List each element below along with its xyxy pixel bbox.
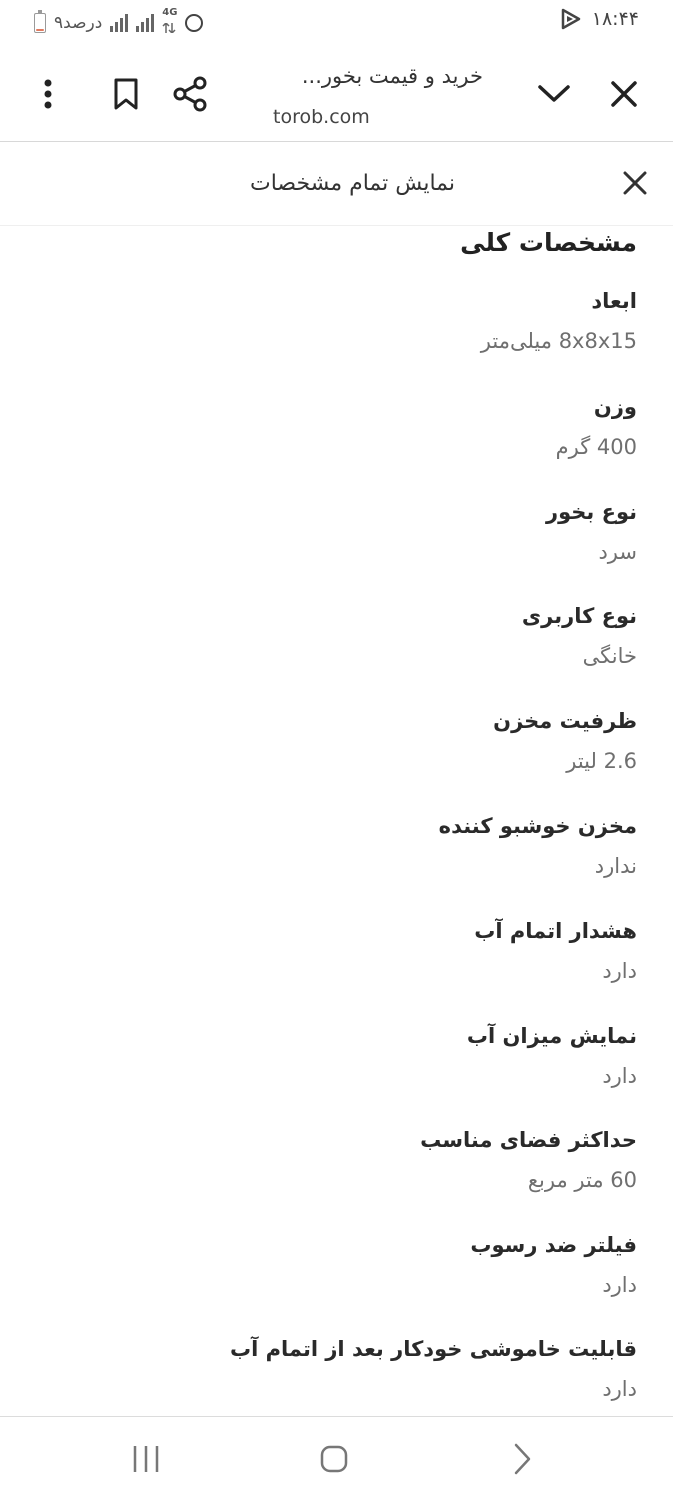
back-icon[interactable] [500,1437,544,1481]
spec-label: حداکثر فضای مناسب [420,1128,637,1152]
spec-label: نوع بخور [546,500,637,524]
alarm-icon [185,14,203,32]
recents-icon[interactable] [124,1437,168,1481]
spec-item [17,392,637,462]
spec-item [17,1021,637,1091]
specs-panel-header [0,143,673,226]
spec-value: دارد [602,1273,637,1297]
spec-item [17,1334,637,1404]
spec-label: فیلتر ضد رسوب [470,1233,637,1257]
spec-label: ظرفیت مخزن [493,709,637,733]
share-icon[interactable] [170,74,210,114]
spec-value: سرد [598,540,637,564]
section-title: مشخصات کلی [460,228,637,257]
battery-icon [34,13,46,33]
spec-label: قابلیت خاموشی خودکار بعد از اتمام آب [229,1337,637,1361]
spec-item [17,601,637,671]
play-protect-icon [560,8,582,30]
status-left [34,8,203,37]
spec-label: نوع کاربری [521,604,637,628]
panel-close-icon[interactable] [619,167,651,199]
panel-title: نمایش تمام مشخصات [250,171,455,196]
spec-label: هشدار اتمام آب [474,919,637,943]
spec-value: 2.6 لیتر [566,749,637,773]
status-right [560,8,639,30]
browser-toolbar [0,44,673,142]
battery-text: ۹درصد [54,12,103,33]
spec-item [17,916,637,986]
clock: ۱۸:۴۴ [591,8,639,30]
spec-label: ابعاد [591,289,637,313]
data-arrows-icon [162,23,176,33]
spec-value: 60 متر مربع [527,1168,637,1192]
network-type: 4G [162,7,178,18]
signal-icon [110,14,128,32]
spec-value: 400 گرم [555,435,637,459]
spec-value: دارد [602,959,637,983]
spec-label: وزن [593,395,637,419]
spec-label: نمایش میزان آب [466,1024,637,1048]
spec-value: 8x8x15 میلی‌متر [480,329,637,353]
spec-item [17,286,637,356]
spec-value: ندارد [594,854,637,878]
spec-value: دارد [602,1377,637,1401]
page-title[interactable]: خرید و قیمت بخور... [301,64,483,88]
spec-value: دارد [602,1064,637,1088]
spec-item [17,706,637,776]
spec-item [17,497,637,567]
specs-content[interactable] [0,226,673,1416]
spec-label: مخزن خوشبو کننده [438,814,637,838]
status-bar [0,0,673,44]
spec-value: خانگی [582,644,637,668]
spec-item [17,1230,637,1300]
network-indicator [162,8,177,37]
spec-item [17,811,637,881]
chevron-down-icon[interactable] [534,74,574,114]
signal-icon-2 [136,14,154,32]
page-domain[interactable]: torob.com [273,106,370,128]
spec-item [17,1125,637,1195]
close-icon[interactable] [604,74,644,114]
system-nav-bar [0,1416,673,1500]
more-vert-icon[interactable] [28,74,68,114]
bookmark-icon[interactable] [106,74,146,114]
home-icon[interactable] [312,1437,356,1481]
